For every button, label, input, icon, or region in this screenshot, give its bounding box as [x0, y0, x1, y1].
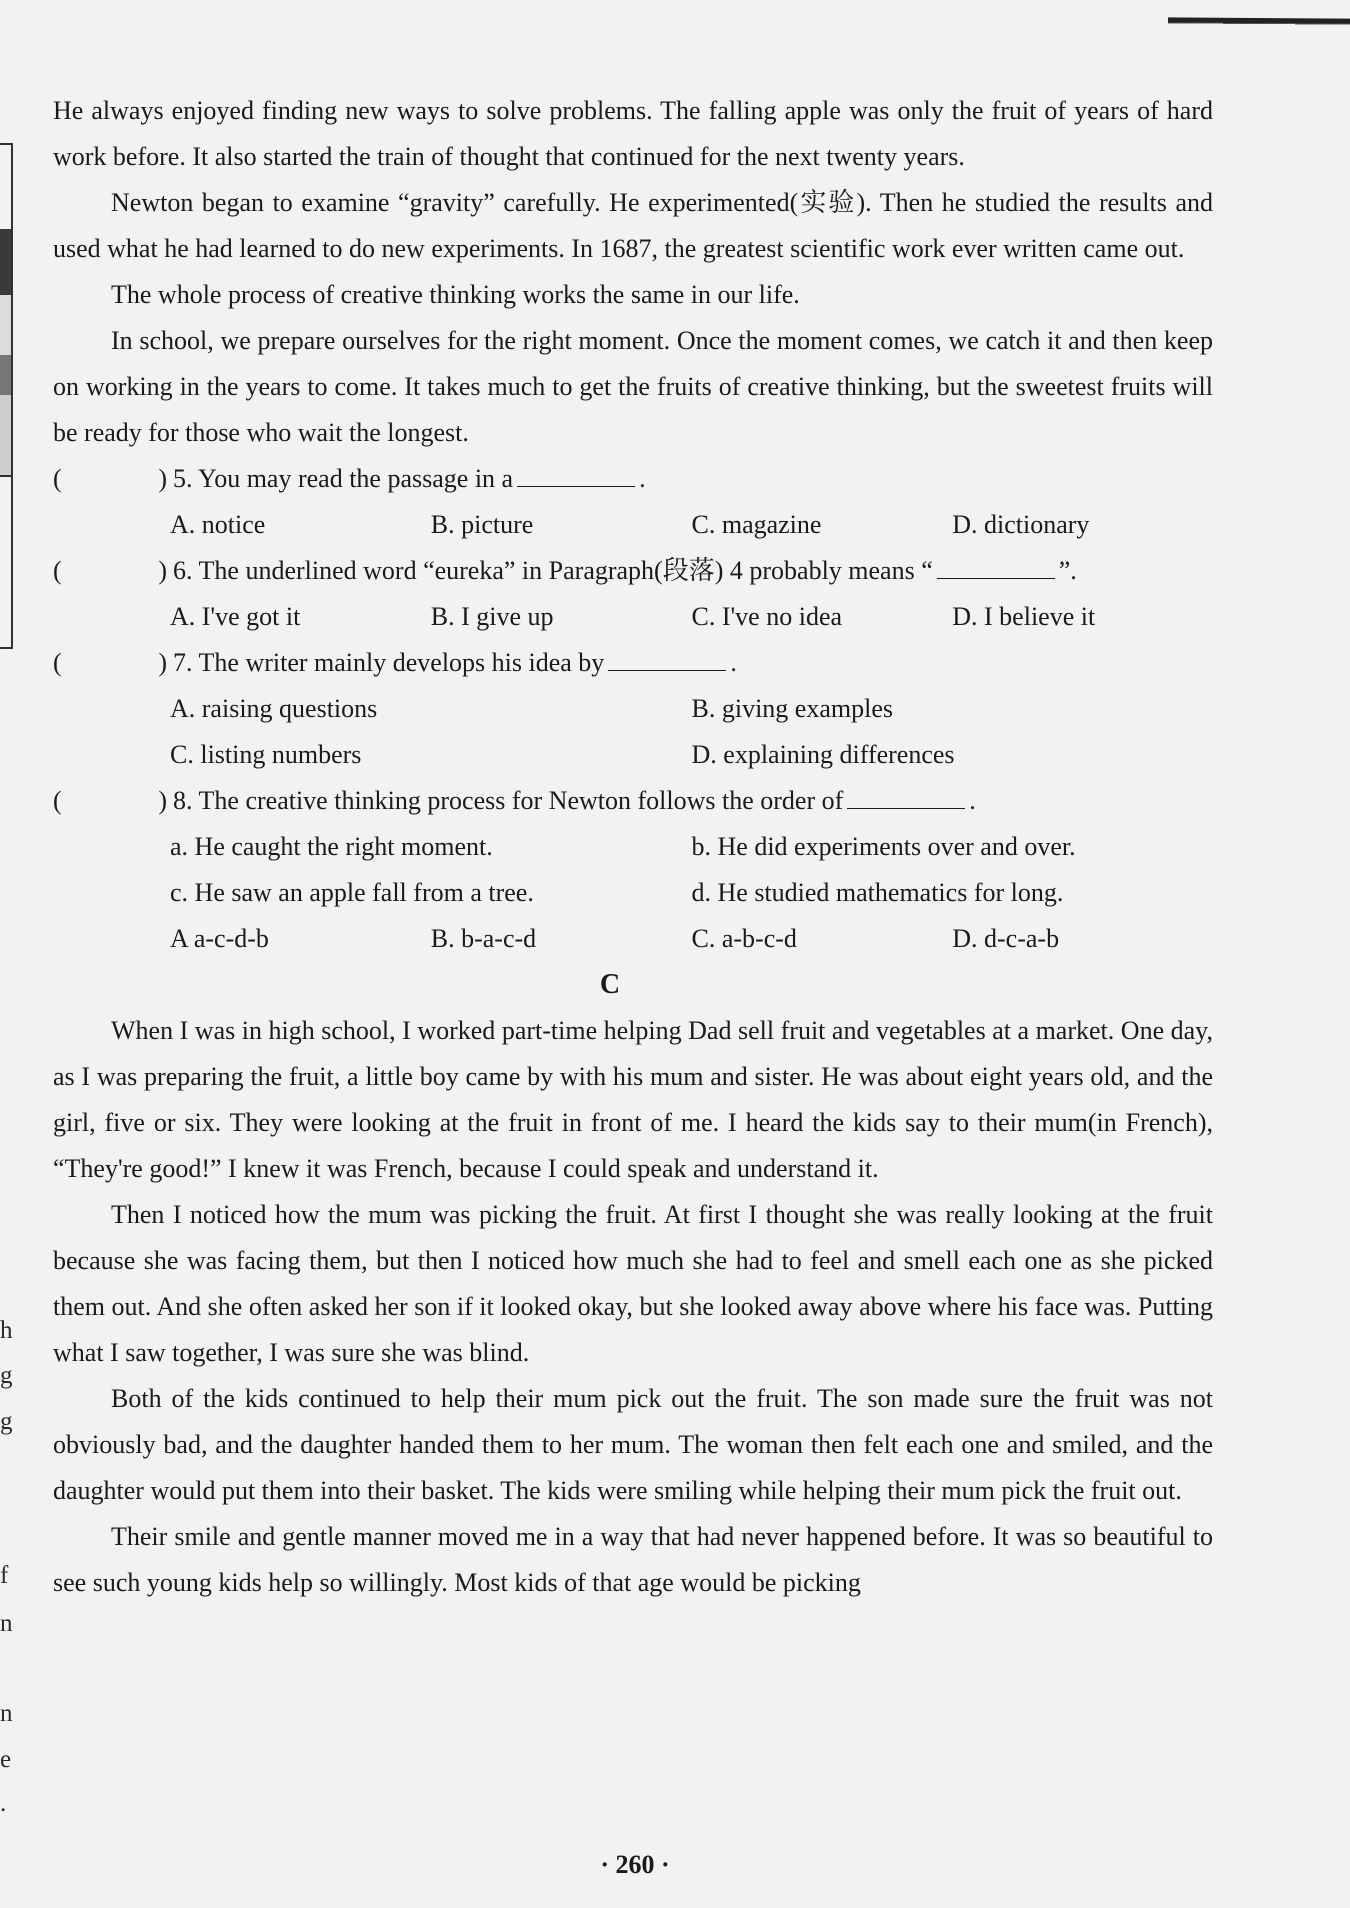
options-row: [170, 916, 1213, 962]
margin-fragment: e: [0, 1746, 12, 1773]
option-c[interactable]: C. magazine: [691, 510, 822, 539]
margin-fragment: n: [0, 1610, 13, 1637]
options-row: [170, 686, 1213, 732]
passage-paragraph: Then I noticed how the mum was picking the fruit. At first I thought she was really looking at the fruit because she was facing them, but then I noticed how much she had to feel and smell each one as she picked them out. And she often asked her son if it looked okay, but she looked away above where his face was. Putting what I saw together, I was sure she was blind.: [53, 1200, 1213, 1367]
option-a[interactable]: A a-c-d-b: [170, 924, 269, 953]
passage-paragraph: He always enjoyed finding new ways to solve problems. The falling apple was only the fruit of years of hard work before. It also started the train of thought that continued for the next twenty years.: [53, 96, 1213, 171]
margin-fragment: h: [0, 1317, 13, 1344]
option-c[interactable]: C. I've no idea: [691, 602, 843, 631]
event-c: c. He saw an apple fall from a tree.: [170, 878, 534, 907]
option-a[interactable]: A. I've got it: [170, 602, 301, 631]
options-row: [170, 732, 1213, 778]
answer-bracket[interactable]: ( ): [53, 786, 167, 815]
margin-fragment: f: [0, 1562, 9, 1589]
passage-paragraph: Both of the kids continued to help their mum pick out the fruit. The son made sure the fruit was not obviously bad, and the daughter handed them to her mum. The woman then felt each one and smiled, and the daughter would put them into their basket. The kids were smiling while helping their mum pick the fruit out.: [53, 1384, 1213, 1505]
option-b[interactable]: B. I give up: [430, 602, 554, 631]
page-number: · 260 ·: [600, 1850, 670, 1879]
passage-paragraph: The whole process of creative thinking works the same in our life.: [111, 280, 800, 309]
option-d[interactable]: D. explaining differences: [691, 740, 955, 769]
option-d[interactable]: D. dictionary: [952, 510, 1090, 539]
question-stem: 6. The underlined word “eureka” in Paragraph(段落) 4 probably means “: [173, 556, 933, 585]
answer-bracket[interactable]: ( ): [53, 648, 167, 677]
passage-paragraph: Their smile and gentle manner moved me in a way that had never happened before. It was so beautiful to see such young kids help so willingly. Most kids of that age would be picking: [53, 1522, 1213, 1597]
margin-fragment: g: [0, 1408, 13, 1435]
event-d: d. He studied mathematics for long.: [691, 878, 1064, 907]
answer-blank: [847, 786, 965, 809]
option-c[interactable]: C. listing numbers: [170, 740, 362, 769]
margin-fragment: g: [0, 1362, 13, 1389]
answer-bracket[interactable]: ( ): [53, 464, 167, 493]
option-d[interactable]: D. d-c-a-b: [952, 924, 1060, 953]
question-stem: 7. The writer mainly develops his idea by: [173, 648, 605, 677]
answer-blank: [517, 464, 635, 487]
options-row: [170, 502, 1213, 548]
events-row: [170, 870, 1213, 916]
option-d[interactable]: D. I believe it: [952, 602, 1096, 631]
top-edge-rule: [1168, 17, 1350, 27]
question-7: ( ) 7. The writer mainly develops his idea by .: [53, 640, 1213, 686]
passage-paragraph: Newton began to examine “gravity” carefully. He experimented(实验). Then he studied the results and used what he had learned to do new experiments. In 1687, the greatest scientific work ever written came out.: [53, 188, 1213, 263]
passage-paragraph: In school, we prepare ourselves for the right moment. Once the moment comes, we catch it and then keep on working in the years to come. It takes much to get the fruits of creative thinking, but the sweetest fruits will be ready for those who wait the longest.: [53, 326, 1213, 447]
margin-fragment: .: [0, 1790, 7, 1817]
events-row: [170, 824, 1213, 870]
question-stem: 8. The creative thinking process for Newton follows the order of: [173, 786, 844, 815]
margin-fragment: n: [0, 1700, 13, 1727]
option-b[interactable]: B. picture: [430, 510, 534, 539]
passage-paragraph: When I was in high school, I worked part-time helping Dad sell fruit and vegetables at a market. One day, as I was preparing the fruit, a little boy came by with his mum and sister. He was about eight years old, and the girl, five or six. They were looking at the fruit in front of me. I heard the kids say to their mum(in French), “They're good!” I knew it was French, because I could speak and understand it.: [53, 1016, 1213, 1183]
answer-bracket[interactable]: ( ): [53, 556, 167, 585]
question-8: ( ) 8. The creative thinking process for Newton follows the order of .: [53, 778, 1213, 824]
option-c[interactable]: C. a-b-c-d: [691, 924, 797, 953]
page-content: [53, 88, 1213, 1606]
option-a[interactable]: A. notice: [170, 510, 266, 539]
option-a[interactable]: A. raising questions: [170, 694, 378, 723]
section-heading: C: [599, 969, 621, 1000]
option-b[interactable]: B. giving examples: [691, 694, 893, 723]
options-row: [170, 594, 1213, 640]
answer-blank: [937, 556, 1055, 579]
option-b[interactable]: B. b-a-c-d: [430, 924, 537, 953]
left-margin-fragments: [0, 0, 20, 1908]
answer-blank: [608, 648, 726, 671]
question-5: ( ) 5. You may read the passage in a .: [53, 456, 1213, 502]
question-stem: 5. You may read the passage in a: [173, 464, 514, 493]
question-6: ( ) 6. The underlined word “eureka” in Paragraph(段落) 4 probably means “ ”.: [53, 548, 1213, 594]
event-a: a. He caught the right moment.: [170, 832, 493, 861]
event-b: b. He did experiments over and over.: [691, 832, 1076, 861]
